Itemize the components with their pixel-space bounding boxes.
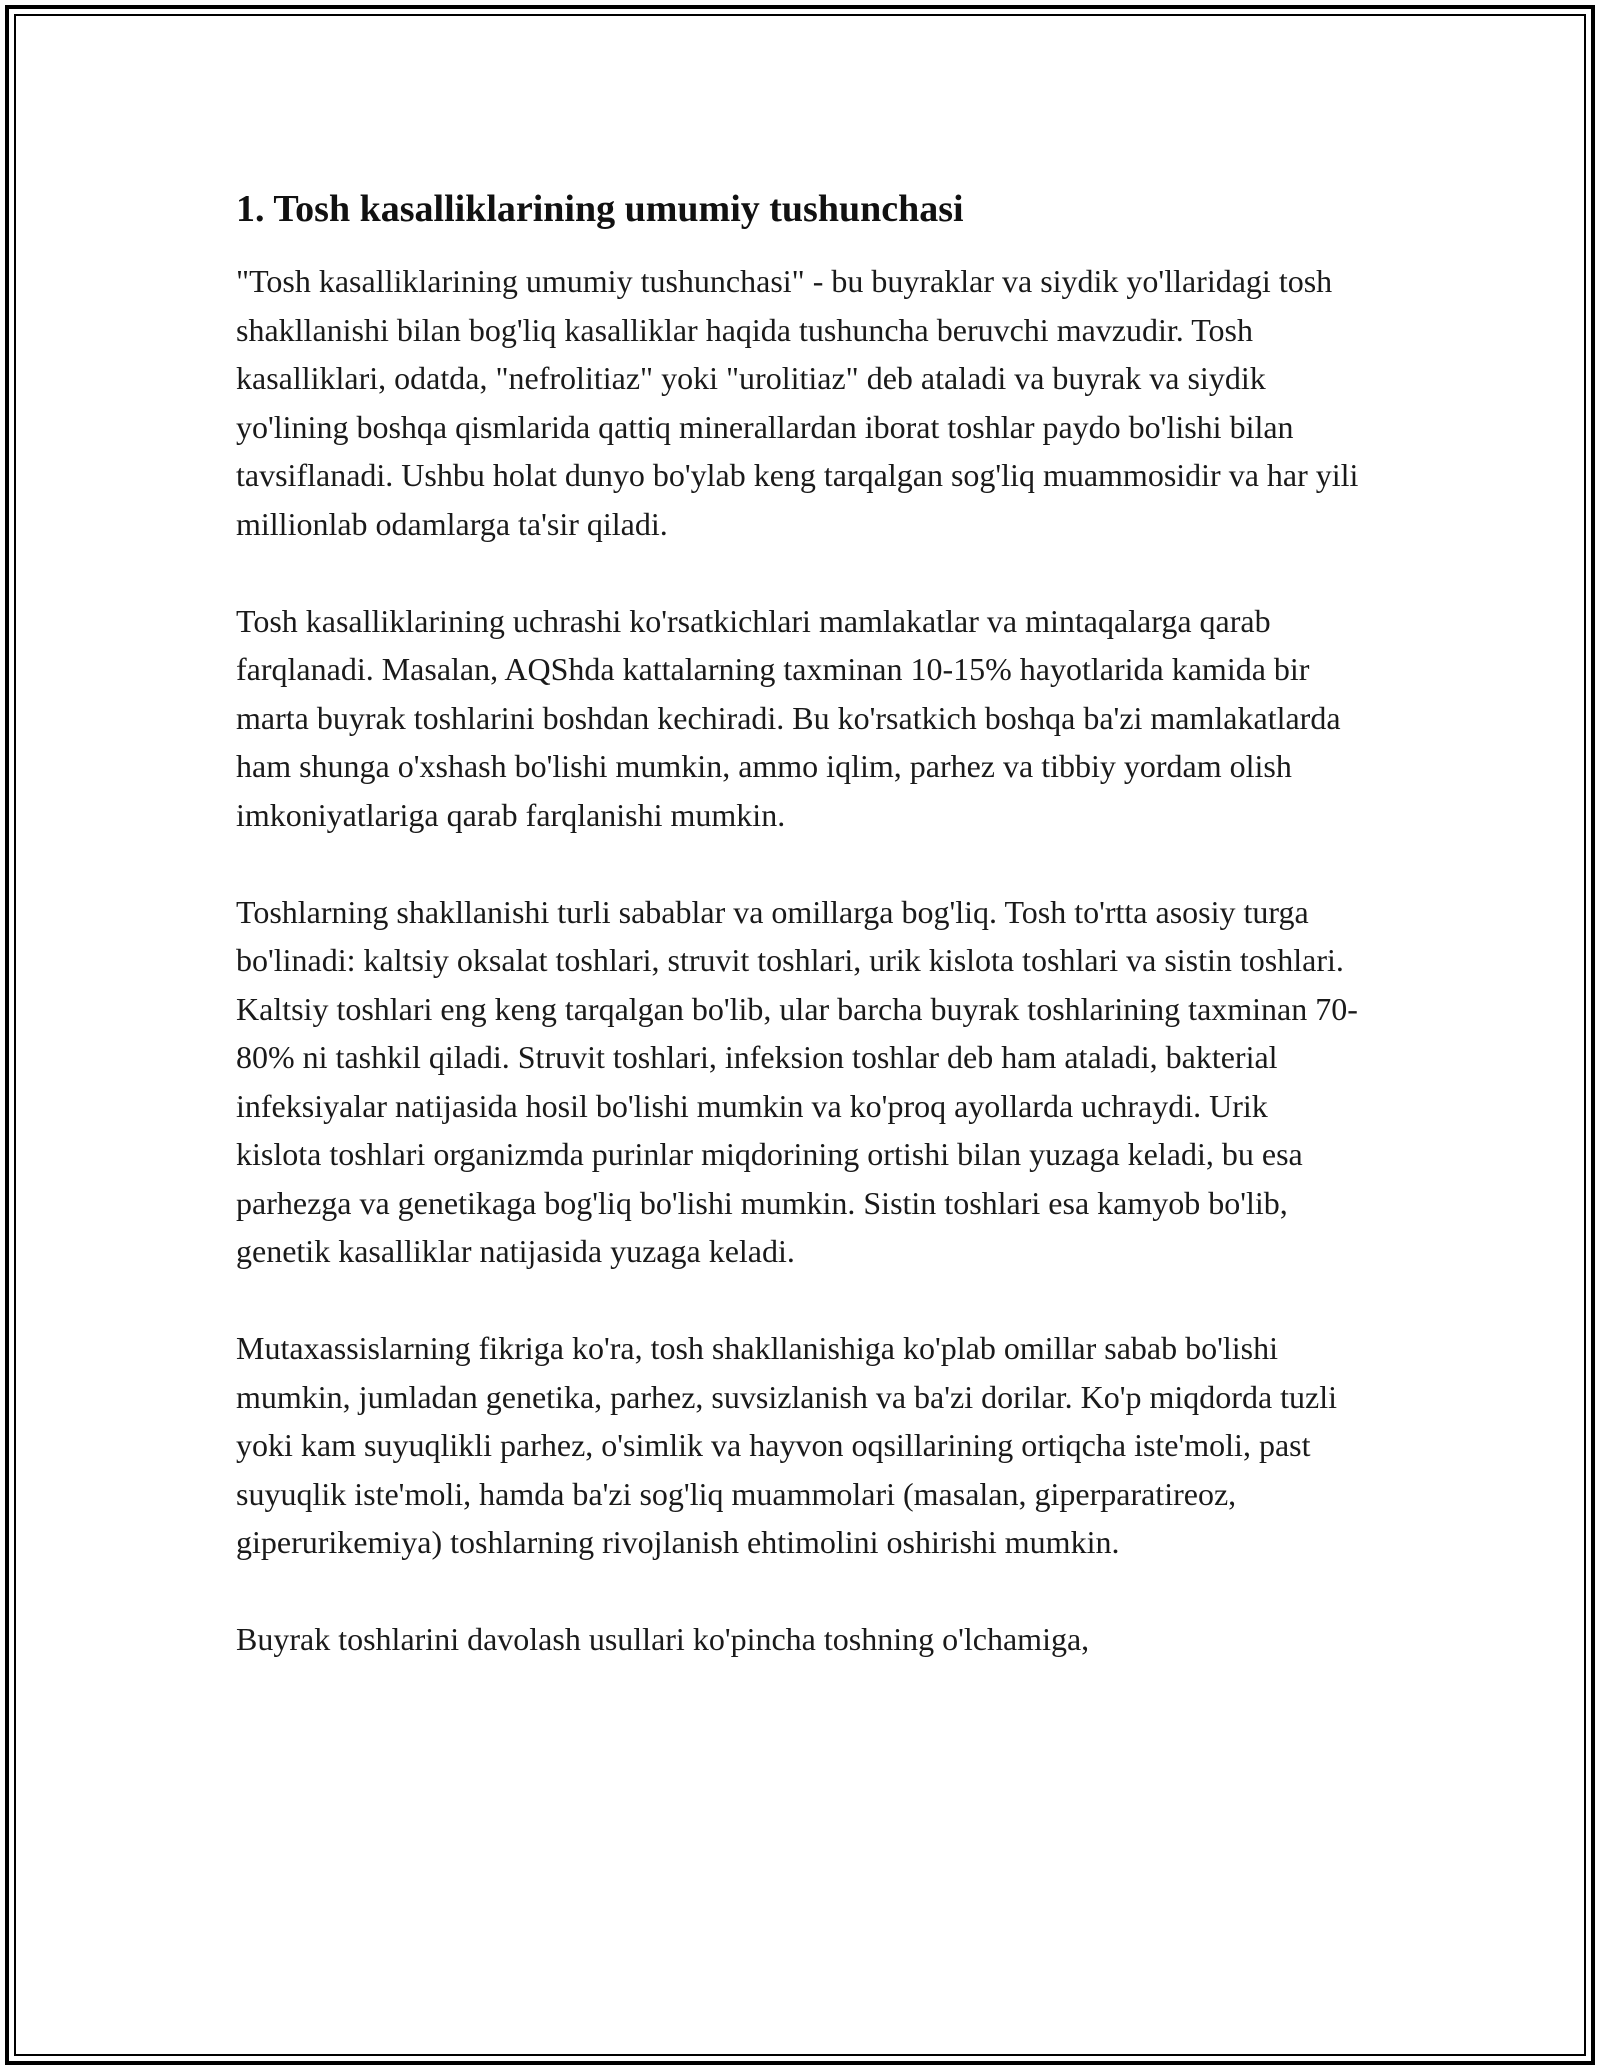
paragraph-3: Toshlarning shakllanishi turli sabablar va omillarga bog'liq. Tosh to'rtta asosiy turga bo'linadi: kaltsiy oksalat toshlari, struvit toshlari, urik kislota toshlari va sistin toshlari. Kaltsiy toshlari eng keng tarqalgan bo'lib, ular barcha buyrak toshlarining taxminan 70-80% ni tashkil qiladi. Struvit toshlari, infeksion toshlar deb ham ataladi, bakterial infeksiyalar natijasida hosil bo'lishi mumkin va ko'proq ayollarda uchraydi. Urik kislota toshlari organizmda purinlar miqdorining ortishi bilan yuzaga keladi, bu esa parhezga va genetikaga bog'liq bo'lishi mumkin. Sistin toshlari esa kamyob bo'lib, genetik kasalliklar natijasida yuzaga keladi. — [236, 893, 1358, 1269]
paragraph-2: Tosh kasalliklarining uchrashi ko'rsatkichlari mamlakatlar va mintaqalarga qarab farqlanadi. Masalan, AQShda kattalarning taxminan 10-15% hayotlarida kamida bir marta buyrak toshlarini boshdan kechiradi. Bu ko'rsatkich boshqa ba'zi mamlakatlarda ham shunga o'xshash bo'lishi mumkin, ammo iqlim, parhez va tibbiy yordam olish imkoniyatlariga qarab farqlanishi mumkin. — [236, 602, 1341, 833]
section-heading: 1. Tosh kasalliklarining umumiy tushunchasi — [236, 188, 964, 230]
paragraph-5: Buyrak toshlarini davolash usullari ko'pincha toshning o'lchamiga, — [236, 1621, 1090, 1657]
paragraph-4: Mutaxassislarning fikriga ko'ra, tosh shakllanishiga ko'plab omillar sabab bo'lishi mumkin, jumladan genetika, parhez, suvsizlanish va ba'zi dorilar. Ko'p miqdorda tuzli yoki kam suyuqlikli parhez, o'simlik va hayvon oqsillarining ortiqcha iste'moli, past suyuqlik iste'moli, hamda ba'zi sog'liq muammolari (masalan, giperparatireoz, giperurikemiya) toshlarning rivojlanish ehtimolini oshirishi mumkin. — [236, 1330, 1338, 1560]
paragraph-1: "Tosh kasalliklarining umumiy tushunchasi" - bu buyraklar va siydik yo'llaridagi tosh shakllanishi bilan bog'liq kasalliklar haqida tushuncha beruvchi mavzudir. Tosh kasalliklari, odatda, "nefrolitiaz" yoki "urolitiaz" deb ataladi va buyrak va siydik yo'lining boshqa qismlarida qattiq minerallardan iborat toshlar paydo bo'lishi bilan tavsiflanadi. Ushbu holat dunyo bo'ylab keng tarqalgan sog'liq muammosidir va har yili millionlab odamlarga ta'sir qiladi. — [236, 263, 1359, 542]
document-body — [236, 185, 1361, 1712]
